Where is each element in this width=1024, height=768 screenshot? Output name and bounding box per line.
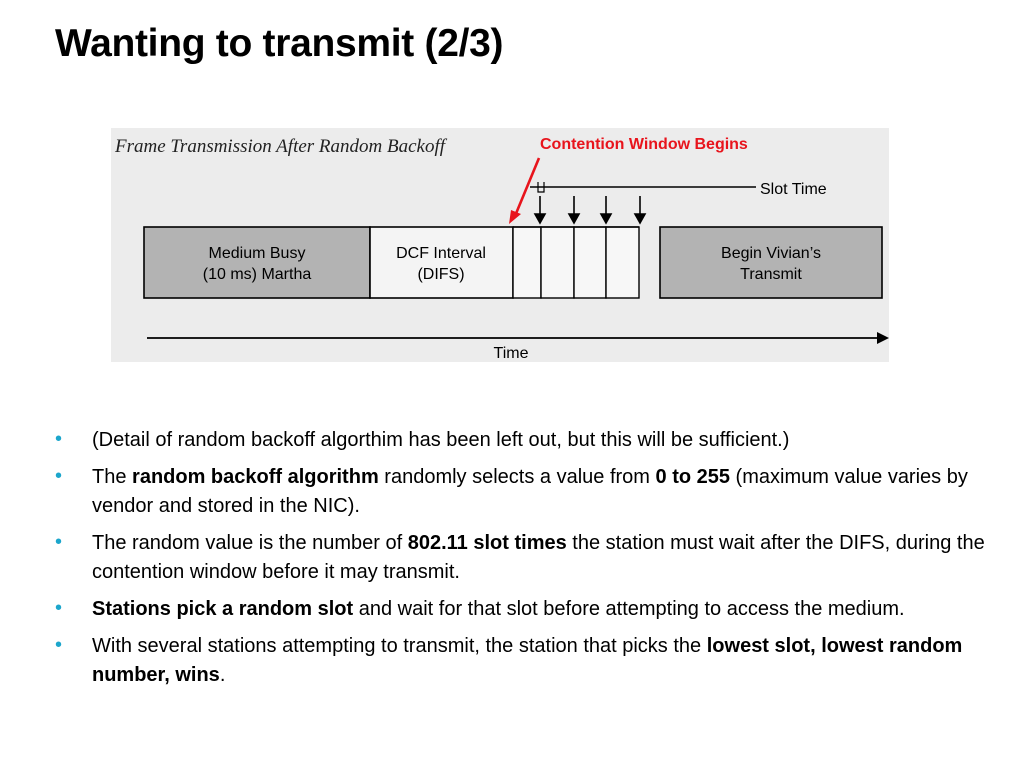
difs-line1: DCF Interval bbox=[396, 245, 486, 262]
bullet-text: randomly selects a value from bbox=[378, 466, 656, 488]
slot-time-label: Slot Time bbox=[760, 181, 827, 198]
bullet-text: the station must wait after the DIFS, during the contention window before it may transmit. bbox=[92, 532, 985, 583]
bullet-dot-icon: • bbox=[55, 634, 63, 656]
slot-arrows bbox=[535, 196, 645, 223]
time-label: Time bbox=[493, 345, 529, 362]
bullet-item bbox=[55, 463, 995, 521]
bullet-item bbox=[55, 595, 995, 624]
bullet-item bbox=[55, 529, 995, 587]
callout-arrowhead bbox=[509, 210, 521, 224]
bullet-text: With several stations attempting to transmit, the station that picks the bbox=[92, 635, 707, 657]
transmit-line2: Transmit bbox=[740, 266, 802, 283]
bullet-text: (maximum value varies by vendor and stored in the NIC). bbox=[92, 466, 968, 517]
bullet-dot-icon: • bbox=[55, 597, 63, 619]
bullet-dot-icon: • bbox=[55, 531, 63, 553]
slide-title: Wanting to transmit (2/3) bbox=[55, 22, 504, 65]
bullet-bold-text: random backoff algorithm bbox=[132, 466, 379, 488]
difs-box bbox=[370, 227, 513, 298]
bullet-list bbox=[55, 426, 995, 698]
contention-slots bbox=[513, 227, 639, 298]
bullet-item bbox=[55, 426, 995, 455]
bullet-text: (Detail of random backoff algorthim has been left out, but this will be sufficient.) bbox=[92, 429, 790, 451]
transmit-line1: Begin Vivian’s bbox=[721, 245, 821, 262]
transmit-box bbox=[660, 227, 882, 298]
bullet-text: The bbox=[92, 466, 133, 488]
bullet-dot-icon: • bbox=[55, 428, 63, 450]
bullet-item bbox=[55, 632, 995, 690]
medium-busy-box bbox=[144, 227, 370, 298]
bullet-text: . bbox=[219, 664, 226, 686]
bullet-bold-text: lowest slot, lowest random number, wins bbox=[92, 635, 963, 686]
bullet-bold-text: Stations pick a random slot bbox=[92, 598, 354, 620]
backoff-figure bbox=[111, 128, 889, 362]
difs-line2: (DIFS) bbox=[417, 266, 465, 283]
bullet-dot-icon: • bbox=[55, 465, 63, 487]
medium-busy-line1: Medium Busy bbox=[208, 245, 306, 262]
figure-caption: Frame Transmission After Random Backoff bbox=[115, 136, 446, 157]
time-axis-arrowhead bbox=[877, 332, 889, 344]
bullet-text: and wait for that slot before attempting to access the medium. bbox=[353, 598, 905, 620]
bullet-bold-text: 0 to 255 bbox=[655, 466, 730, 488]
bullet-text: The random value is the number of bbox=[92, 532, 408, 554]
backoff-diagram bbox=[111, 128, 889, 362]
medium-busy-line2: (10 ms) Martha bbox=[202, 266, 312, 283]
contention-window-callout: Contention Window Begins bbox=[540, 136, 748, 153]
bullet-bold-text: 802.11 slot times bbox=[407, 532, 567, 554]
